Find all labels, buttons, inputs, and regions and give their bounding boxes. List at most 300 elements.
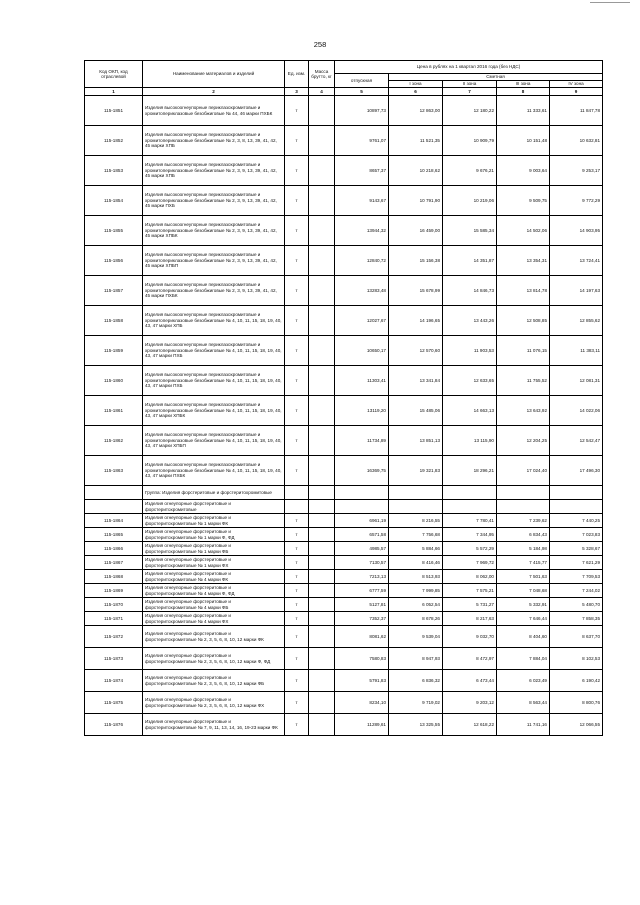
gross-mass xyxy=(309,276,335,306)
price-zone-2: 5 572,29 xyxy=(443,542,497,556)
table-row xyxy=(85,306,603,336)
price-zone-2: 13 443,26 xyxy=(443,306,497,336)
gross-mass xyxy=(309,714,335,736)
price-zone-1: 9 719,02 xyxy=(389,692,443,714)
table-body xyxy=(85,96,603,736)
price-zone-2: 6 473,44 xyxy=(443,670,497,692)
price-zone-4: 8 102,53 xyxy=(550,648,603,670)
group-row xyxy=(85,486,603,500)
price-zone-4: 7 244,02 xyxy=(550,584,603,598)
release-price: 13944,32 xyxy=(335,216,389,246)
price-zone-1: 8 216,55 xyxy=(389,514,443,528)
material-name: Изделия высокоогнеупорные периклазохромитовые и хромитопериклазовые безобжиговые № 4, 10, 11, 15, 18, 19, 40, 43, 47 марки ХПБК xyxy=(143,396,285,426)
unit-of-measure: т xyxy=(285,612,309,626)
price-zone-2 xyxy=(443,486,497,500)
price-zone-1: 7 999,85 xyxy=(389,584,443,598)
price-zone-4: 5 328,67 xyxy=(550,542,603,556)
okp-code: 115-1866 xyxy=(85,542,143,556)
release-price: 11303,41 xyxy=(335,366,389,396)
unit-of-measure: т xyxy=(285,246,309,276)
price-zone-3: 9 003,64 xyxy=(497,156,550,186)
price-zone-1: 13 851,13 xyxy=(389,426,443,456)
unit-of-measure: т xyxy=(285,648,309,670)
column-number: 3 xyxy=(285,88,309,96)
unit-of-measure: т xyxy=(285,156,309,186)
gross-mass xyxy=(309,216,335,246)
unit-of-measure: т xyxy=(285,366,309,396)
price-zone-1: 13 341,84 xyxy=(389,366,443,396)
price-zone-1: 10 218,62 xyxy=(389,156,443,186)
unit-of-measure: т xyxy=(285,556,309,570)
table-row xyxy=(85,648,603,670)
header-zone-4: IV зона xyxy=(550,81,603,88)
okp-code: 115-1864 xyxy=(85,514,143,528)
material-name: Изделия высокоогнеупорные периклазохромитовые и хромитопериклазовые безобжиговые № 4, 10, 11, 15, 18, 19, 40, 43, 47 марки ПХБК xyxy=(143,456,285,486)
price-zone-2: 7 575,21 xyxy=(443,584,497,598)
gross-mass xyxy=(309,692,335,714)
table-row xyxy=(85,156,603,186)
release-price: 9143,67 xyxy=(335,186,389,216)
release-price: 10650,17 xyxy=(335,336,389,366)
top-rule xyxy=(590,2,630,3)
okp-code: 115-1851 xyxy=(85,96,143,126)
column-number: 8 xyxy=(497,88,550,96)
okp-code xyxy=(85,500,143,514)
price-zone-1: 15 156,38 xyxy=(389,246,443,276)
price-zone-4: 10 632,81 xyxy=(550,126,603,156)
unit-of-measure: т xyxy=(285,670,309,692)
material-name: Изделия огнеупорные форстеритовые и форстеритохромитовые № 2, 3, 5, 6, 8, 10, 12 марки ФХ xyxy=(143,692,285,714)
material-name: Изделия высокоогнеупорные периклазохромитовые и хромитопериклазовые безобжиговые № 44, 46 марки ПХБК xyxy=(143,96,285,126)
table-row xyxy=(85,396,603,426)
gross-mass xyxy=(309,612,335,626)
column-number: 2 xyxy=(143,88,285,96)
okp-code: 115-1859 xyxy=(85,336,143,366)
release-price: 12840,72 xyxy=(335,246,389,276)
okp-code: 115-1857 xyxy=(85,276,143,306)
release-price xyxy=(335,500,389,514)
release-price: 6777,59 xyxy=(335,584,389,598)
table-row xyxy=(85,570,603,584)
price-zone-1: 11 521,35 xyxy=(389,126,443,156)
release-price: 7213,13 xyxy=(335,570,389,584)
price-zone-3: 7 646,44 xyxy=(497,612,550,626)
table-row xyxy=(85,584,603,598)
price-zone-4: 7 858,35 xyxy=(550,612,603,626)
price-zone-4: 11 847,78 xyxy=(550,96,603,126)
okp-code: 115-1854 xyxy=(85,186,143,216)
okp-code: 115-1868 xyxy=(85,570,143,584)
release-price xyxy=(335,486,389,500)
release-price: 8657,37 xyxy=(335,156,389,186)
unit-of-measure: т xyxy=(285,96,309,126)
unit-of-measure xyxy=(285,500,309,514)
header-release: отпускная xyxy=(335,74,389,88)
okp-code: 115-1862 xyxy=(85,426,143,456)
okp-code xyxy=(85,486,143,500)
material-name: Изделия огнеупорные форстеритовые и форстеритохромитовые № 1 марки ФХ xyxy=(143,556,285,570)
gross-mass xyxy=(309,486,335,500)
material-name: Изделия высокоогнеупорные периклазохромитовые и хромитопериклазовые безобжиговые № 2, 3, 8, 13, 39, 41, 42, 45 марки ХПБ xyxy=(143,126,285,156)
price-zone-2: 5 731,27 xyxy=(443,598,497,612)
table-row xyxy=(85,528,603,542)
table-row xyxy=(85,366,603,396)
price-zone-1: 12 863,00 xyxy=(389,96,443,126)
price-zone-4: 7 023,83 xyxy=(550,528,603,542)
price-zone-2: 8 062,00 xyxy=(443,570,497,584)
price-zone-2: 7 969,72 xyxy=(443,556,497,570)
price-zone-4: 9 253,17 xyxy=(550,156,603,186)
price-zone-4: 13 724,41 xyxy=(550,246,603,276)
price-zone-1: 5 884,66 xyxy=(389,542,443,556)
price-zone-1: 14 196,65 xyxy=(389,306,443,336)
price-zone-4: 14 197,63 xyxy=(550,276,603,306)
release-price: 9761,07 xyxy=(335,126,389,156)
table-row xyxy=(85,276,603,306)
release-price: 7352,37 xyxy=(335,612,389,626)
price-zone-4: 17 496,30 xyxy=(550,456,603,486)
unit-of-measure: т xyxy=(285,514,309,528)
price-zone-1: 8 513,93 xyxy=(389,570,443,584)
release-price: 4985,57 xyxy=(335,542,389,556)
okp-code: 115-1876 xyxy=(85,714,143,736)
unit-of-measure: т xyxy=(285,456,309,486)
material-name: Изделия огнеупорные форстеритовые и форстеритохромитовые № 4 марки ФХ xyxy=(143,612,285,626)
gross-mass xyxy=(309,514,335,528)
price-zone-2: 7 344,95 xyxy=(443,528,497,542)
price-zone-4: 7 440,25 xyxy=(550,514,603,528)
price-zone-3: 17 024,40 xyxy=(497,456,550,486)
unit-of-measure: т xyxy=(285,426,309,456)
table-row xyxy=(85,612,603,626)
unit-of-measure: т xyxy=(285,186,309,216)
gross-mass xyxy=(309,626,335,648)
price-zone-1: 8 678,26 xyxy=(389,612,443,626)
price-zone-2: 12 633,65 xyxy=(443,366,497,396)
okp-code: 115-1855 xyxy=(85,216,143,246)
okp-code: 115-1860 xyxy=(85,366,143,396)
header-code: Код ОКП, код отраслевой xyxy=(85,61,143,88)
price-zone-1: 16 459,00 xyxy=(389,216,443,246)
price-zone-1: 8 947,93 xyxy=(389,648,443,670)
price-zone-3: 12 204,25 xyxy=(497,426,550,456)
price-zone-2: 10 909,79 xyxy=(443,126,497,156)
column-number: 9 xyxy=(550,88,603,96)
okp-code: 115-1875 xyxy=(85,692,143,714)
price-zone-1: 9 539,04 xyxy=(389,626,443,648)
price-zone-4: 5 480,70 xyxy=(550,598,603,612)
price-zone-3: 14 502,06 xyxy=(497,216,550,246)
price-zone-2: 10 219,06 xyxy=(443,186,497,216)
price-zone-3: 12 508,85 xyxy=(497,306,550,336)
gross-mass xyxy=(309,570,335,584)
release-price: 7130,57 xyxy=(335,556,389,570)
price-zone-2 xyxy=(443,500,497,514)
column-number: 5 xyxy=(335,88,389,96)
release-price: 13283,48 xyxy=(335,276,389,306)
price-zone-1: 6 836,32 xyxy=(389,670,443,692)
gross-mass xyxy=(309,542,335,556)
column-number-row xyxy=(85,88,603,96)
price-zone-2: 11 903,53 xyxy=(443,336,497,366)
price-zone-2: 9 032,70 xyxy=(443,626,497,648)
table-row xyxy=(85,626,603,648)
price-zone-4: 11 383,11 xyxy=(550,336,603,366)
okp-code: 115-1870 xyxy=(85,598,143,612)
gross-mass xyxy=(309,670,335,692)
table-row xyxy=(85,216,603,246)
material-name: Изделия огнеупорные форстеритовые и форстеритохромитовые № 1 марки Ф, ФД xyxy=(143,528,285,542)
okp-code: 115-1867 xyxy=(85,556,143,570)
price-zone-4: 8 637,70 xyxy=(550,626,603,648)
price-zone-2: 14 846,73 xyxy=(443,276,497,306)
material-name: Изделия огнеупорные форстеритовые и форстеритохромитовые № 4 марки Ф, ФД xyxy=(143,584,285,598)
column-number: 4 xyxy=(309,88,335,96)
unit-of-measure: т xyxy=(285,336,309,366)
unit-of-measure: т xyxy=(285,306,309,336)
table-row xyxy=(85,426,603,456)
gross-mass xyxy=(309,648,335,670)
table-row xyxy=(85,692,603,714)
unit-of-measure: т xyxy=(285,570,309,584)
unit-of-measure: т xyxy=(285,714,309,736)
okp-code: 115-1874 xyxy=(85,670,143,692)
price-zone-2: 14 663,13 xyxy=(443,396,497,426)
release-price: 7580,83 xyxy=(335,648,389,670)
material-name: Изделия высокоогнеупорные периклазохромитовые и хромитопериклазовые безобжиговые № 2, 3, 9, 13, 39, 41, 42, 45 марки ХПБ xyxy=(143,156,285,186)
price-zone-4: 7 621,29 xyxy=(550,556,603,570)
material-name: Изделия огнеупорные форстеритовые и форстеритохромитовые № 2, 3, 5, 6, 8, 10, 12 марки ФК xyxy=(143,626,285,648)
unit-of-measure: т xyxy=(285,396,309,426)
column-number: 7 xyxy=(443,88,497,96)
price-zone-2: 9 676,21 xyxy=(443,156,497,186)
okp-code: 115-1873 xyxy=(85,648,143,670)
okp-code: 115-1852 xyxy=(85,126,143,156)
okp-code: 115-1872 xyxy=(85,626,143,648)
price-zone-1 xyxy=(389,486,443,500)
price-zone-4 xyxy=(550,486,603,500)
gross-mass xyxy=(309,500,335,514)
price-zone-4: 12 081,31 xyxy=(550,366,603,396)
header-estimate-group: Сметная xyxy=(389,74,603,81)
gross-mass xyxy=(309,156,335,186)
material-name: Изделия огнеупорные форстеритовые и форстеритохромитовые № 1 марки ФБ xyxy=(143,542,285,556)
price-zone-3: 7 884,04 xyxy=(497,648,550,670)
price-zone-3: 13 814,78 xyxy=(497,276,550,306)
okp-code: 115-1863 xyxy=(85,456,143,486)
header-mass: Масса брутто, кг xyxy=(309,61,335,88)
material-name: Изделия высокоогнеупорные периклазохромитовые и хромитопериклазовые безобжиговые № 2, 3, 9, 13, 39, 41, 42, 45 марки ПХБ xyxy=(143,186,285,216)
okp-code: 115-1865 xyxy=(85,528,143,542)
price-zone-3: 13 354,31 xyxy=(497,246,550,276)
header-unit: Ед. изм. xyxy=(285,61,309,88)
okp-code: 115-1869 xyxy=(85,584,143,598)
price-zone-2: 18 296,21 xyxy=(443,456,497,486)
price-zone-1: 7 756,68 xyxy=(389,528,443,542)
material-name: Изделия высокоогнеупорные периклазохромитовые и хромитопериклазовые безобжиговые № 4, 10, 11, 15, 18, 19, 40, 43, 47 марки ПХБ xyxy=(143,366,285,396)
unit-of-measure: т xyxy=(285,542,309,556)
gross-mass xyxy=(309,556,335,570)
material-name: Изделия огнеупорные форстеритовые и форстеритохромитовые xyxy=(143,500,285,514)
release-price: 8234,10 xyxy=(335,692,389,714)
gross-mass xyxy=(309,366,335,396)
table-row xyxy=(85,500,603,514)
release-price: 5791,83 xyxy=(335,670,389,692)
price-zone-1: 6 052,54 xyxy=(389,598,443,612)
price-zone-1: 8 416,46 xyxy=(389,556,443,570)
unit-of-measure: т xyxy=(285,276,309,306)
unit-of-measure: т xyxy=(285,216,309,246)
price-zone-3: 6 834,43 xyxy=(497,528,550,542)
price-zone-3: 8 563,44 xyxy=(497,692,550,714)
gross-mass xyxy=(309,306,335,336)
price-zone-1: 19 321,83 xyxy=(389,456,443,486)
price-zone-1 xyxy=(389,500,443,514)
release-price: 13119,20 xyxy=(335,396,389,426)
release-price: 12027,67 xyxy=(335,306,389,336)
price-zone-3: 11 076,15 xyxy=(497,336,550,366)
header-name: Наименование материалов и изделий xyxy=(143,61,285,88)
table-row xyxy=(85,186,603,216)
price-zone-3: 7 239,62 xyxy=(497,514,550,528)
price-zone-4: 14 022,06 xyxy=(550,396,603,426)
header-zone-2: II зона xyxy=(443,81,497,88)
price-zone-1: 13 325,55 xyxy=(389,714,443,736)
okp-code: 115-1861 xyxy=(85,396,143,426)
price-zone-3: 10 151,48 xyxy=(497,126,550,156)
table-row xyxy=(85,514,603,528)
price-zone-3: 7 501,63 xyxy=(497,570,550,584)
price-zone-1: 15 485,06 xyxy=(389,396,443,426)
price-zone-3 xyxy=(497,486,550,500)
price-table xyxy=(84,60,603,736)
page-number: 258 xyxy=(313,40,327,49)
material-name: Изделия высокоогнеупорные периклазохромитовые и хромитопериклазовые безобжиговые № 2, 3, 9, 13, 39, 41, 42, 45 марки ХПБК xyxy=(143,216,285,246)
price-zone-4: 12 855,62 xyxy=(550,306,603,336)
price-zone-4: 12 066,55 xyxy=(550,714,603,736)
material-name: Изделия огнеупорные форстеритовые и форстеритохромитовые № 2, 3, 5, 6, 8, 10, 12 марки ФБ xyxy=(143,670,285,692)
price-zone-3 xyxy=(497,500,550,514)
unit-of-measure: т xyxy=(285,598,309,612)
gross-mass xyxy=(309,246,335,276)
material-name: Изделия огнеупорные форстеритовые и форстеритохромитовые № 1 марки ФК xyxy=(143,514,285,528)
gross-mass xyxy=(309,584,335,598)
release-price: 6961,19 xyxy=(335,514,389,528)
release-price: 8081,62 xyxy=(335,626,389,648)
unit-of-measure: т xyxy=(285,528,309,542)
price-zone-4 xyxy=(550,500,603,514)
price-zone-2: 8 217,63 xyxy=(443,612,497,626)
gross-mass xyxy=(309,336,335,366)
okp-code: 115-1856 xyxy=(85,246,143,276)
material-name: Изделия огнеупорные форстеритовые и форстеритохромитовые № 4 марки ФК xyxy=(143,570,285,584)
gross-mass xyxy=(309,96,335,126)
gross-mass xyxy=(309,456,335,486)
release-price: 10897,73 xyxy=(335,96,389,126)
header-zone-3: III зона xyxy=(497,81,550,88)
material-name: Изделия высокоогнеупорные периклазохромитовые и хромитопериклазовые безобжиговые № 2, 3, 9, 13, 39, 41, 42, 45 марки ПХБК xyxy=(143,276,285,306)
price-zone-3: 7 048,68 xyxy=(497,584,550,598)
price-zone-3: 7 415,77 xyxy=(497,556,550,570)
table-row xyxy=(85,126,603,156)
unit-of-measure: т xyxy=(285,626,309,648)
material-name: Изделия огнеупорные форстеритовые и форстеритохромитовые № 7, 9, 11, 13, 14, 16, 19-23 марки ФК xyxy=(143,714,285,736)
material-name: Изделия высокоогнеупорные периклазохромитовые и хромитопериклазовые безобжиговые № 4, 10, 11, 15, 18, 19, 40, 43, 47 марки ХПБ xyxy=(143,306,285,336)
release-price: 11289,61 xyxy=(335,714,389,736)
release-price: 6571,58 xyxy=(335,528,389,542)
table-row xyxy=(85,456,603,486)
table-row xyxy=(85,96,603,126)
material-name: Изделия огнеупорные форстеритовые и форстеритохромитовые № 2, 3, 5, 6, 8, 10, 12 марки Ф, ФД xyxy=(143,648,285,670)
price-zone-3: 11 741,16 xyxy=(497,714,550,736)
price-zone-2: 9 203,12 xyxy=(443,692,497,714)
price-zone-1: 10 791,90 xyxy=(389,186,443,216)
price-zone-4: 6 190,42 xyxy=(550,670,603,692)
price-zone-2: 14 351,87 xyxy=(443,246,497,276)
header-zone-1: I зона xyxy=(389,81,443,88)
material-name: Изделия высокоогнеупорные периклазохромитовые и хромитопериклазовые безобжиговые № 2, 3, 9, 13, 39, 41, 42, 45 марки ХПБП xyxy=(143,246,285,276)
gross-mass xyxy=(309,186,335,216)
material-name: Изделия высокоогнеупорные периклазохромитовые и хромитопериклазовые безобжиговые № 4, 10, 11, 15, 18, 19, 40, 43, 47 марки ХПБП xyxy=(143,426,285,456)
price-zone-3: 13 643,92 xyxy=(497,396,550,426)
table-row xyxy=(85,598,603,612)
price-zone-4: 9 772,29 xyxy=(550,186,603,216)
release-price: 16369,75 xyxy=(335,456,389,486)
release-price: 11734,89 xyxy=(335,426,389,456)
gross-mass xyxy=(309,426,335,456)
price-zone-3: 9 509,75 xyxy=(497,186,550,216)
unit-of-measure: т xyxy=(285,584,309,598)
price-zone-2: 12 618,22 xyxy=(443,714,497,736)
price-zone-4: 14 903,95 xyxy=(550,216,603,246)
price-zone-3: 5 184,98 xyxy=(497,542,550,556)
table-row xyxy=(85,336,603,366)
price-zone-2: 12 180,22 xyxy=(443,96,497,126)
price-zone-2: 15 585,34 xyxy=(443,216,497,246)
table-row xyxy=(85,246,603,276)
release-price: 5127,81 xyxy=(335,598,389,612)
price-zone-3: 6 023,49 xyxy=(497,670,550,692)
price-zone-3: 11 755,52 xyxy=(497,366,550,396)
price-zone-2: 8 472,97 xyxy=(443,648,497,670)
gross-mass xyxy=(309,126,335,156)
gross-mass xyxy=(309,598,335,612)
unit-of-measure: т xyxy=(285,126,309,156)
price-zone-1: 12 570,60 xyxy=(389,336,443,366)
unit-of-measure: т xyxy=(285,692,309,714)
table-row xyxy=(85,542,603,556)
header-price-group: Цена в рублях на 1 квартал 2016 года (без НДС) xyxy=(335,61,603,74)
price-zone-3: 11 333,61 xyxy=(497,96,550,126)
gross-mass xyxy=(309,528,335,542)
table-row xyxy=(85,670,603,692)
price-zone-3: 5 332,91 xyxy=(497,598,550,612)
price-zone-4: 7 709,53 xyxy=(550,570,603,584)
table-row xyxy=(85,556,603,570)
table-row xyxy=(85,714,603,736)
price-zone-2: 13 115,90 xyxy=(443,426,497,456)
column-number: 1 xyxy=(85,88,143,96)
okp-code: 115-1858 xyxy=(85,306,143,336)
okp-code: 115-1871 xyxy=(85,612,143,626)
okp-code: 115-1853 xyxy=(85,156,143,186)
column-number: 6 xyxy=(389,88,443,96)
unit-of-measure xyxy=(285,486,309,500)
price-zone-4: 8 800,76 xyxy=(550,692,603,714)
price-zone-3: 8 404,60 xyxy=(497,626,550,648)
material-name: Изделия высокоогнеупорные периклазохромитовые и хромитопериклазовые безобжиговые № 4, 10, 11, 15, 18, 19, 40, 43, 47 марки ПХБ xyxy=(143,336,285,366)
gross-mass xyxy=(309,396,335,426)
